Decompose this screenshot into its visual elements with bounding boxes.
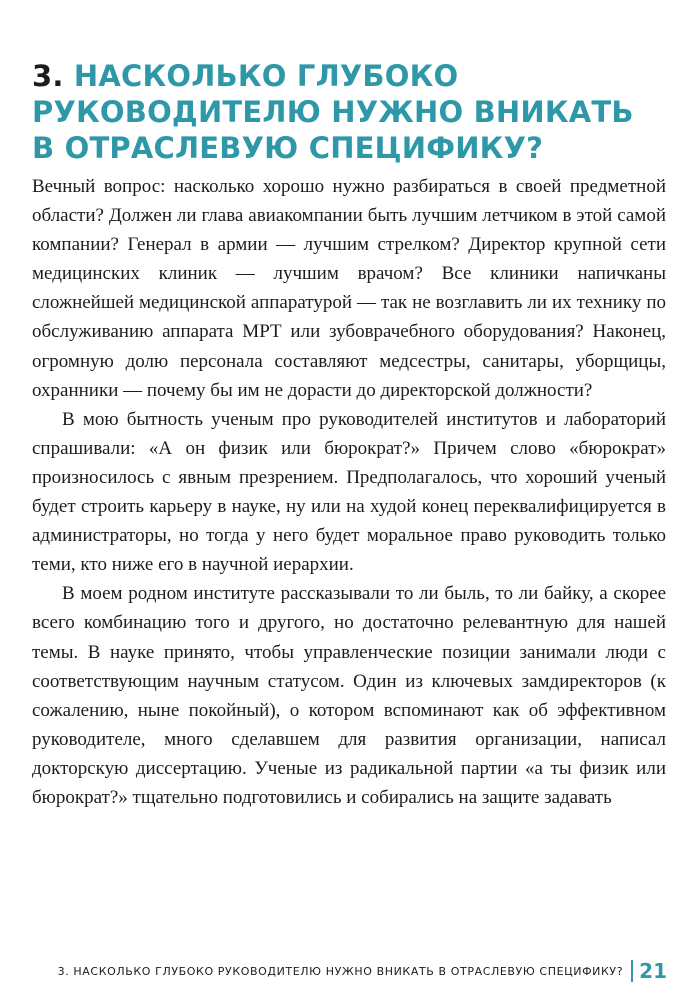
- page-number: 21: [639, 959, 667, 983]
- running-footer: [32, 958, 667, 984]
- chapter-heading: [32, 58, 662, 166]
- paragraph-3: В моем родном институте рассказывали то ли быль, то ли байку, а скорее всего комбинацию того и другого, но достаточно релевантную для нашей темы. В науке принято, чтобы управленческие позиции занимали люди с соответствующим научным статусом. Один из ключевых замдиректоров (к сожалению, ныне покойный), о котором вспоминают как об эффективном руководителе, много сделавшем для развития организации, написал докторскую диссертацию. Ученые из радикальной партии «а ты физик или бюрократ?» тщательно подготовились и собирались на защите задавать: [32, 583, 666, 808]
- chapter-title: НАСКОЛЬКО ГЛУБОКО РУКОВОДИТЕЛЮ НУЖНО ВНИКАТЬ В ОТРАСЛЕВУЮ СПЕЦИФИКУ?: [32, 59, 634, 165]
- paragraph-1: Вечный вопрос: насколько хорошо нужно разбираться в своей предметной области? Должен ли глава авиакомпании быть лучшим летчиком в этой самой компании? Генерал в армии — лучшим стрелком? Директор крупной сети медицинских клиник — лучшим врачом? Все клиники напичканы сложнейшей медицинской аппаратурой — так не возглавить ли их технику по обслуживанию аппарата МРТ или зубоврачебного оборудования? Наконец, огромную долю персонала составляют медсестры, санитары, уборщицы, охранники — почему бы им не дорасти до директорской должности?: [32, 176, 666, 401]
- body-text: [32, 172, 666, 812]
- paragraph-2: В мою бытность ученым про руководителей институтов и лабораторий спрашивали: «А он физик или бюрократ?» Причем слово «бюрократ» произносилось с явным презрением. Предполагалось, что хороший ученый будет строить карьеру в науке, ну или на худой конец переквалифицируется в администраторы, но тогда у него будет моральное право руководить только теми, кто ниже его в научной иерархии.: [32, 408, 666, 576]
- chapter-number: 3.: [32, 59, 64, 93]
- footer-separator: [631, 960, 633, 982]
- running-title: 3. НАСКОЛЬКО ГЛУБОКО РУКОВОДИТЕЛЮ НУЖНО ВНИКАТЬ В ОТРАСЛЕВУЮ СПЕЦИФИКУ?: [57, 964, 624, 978]
